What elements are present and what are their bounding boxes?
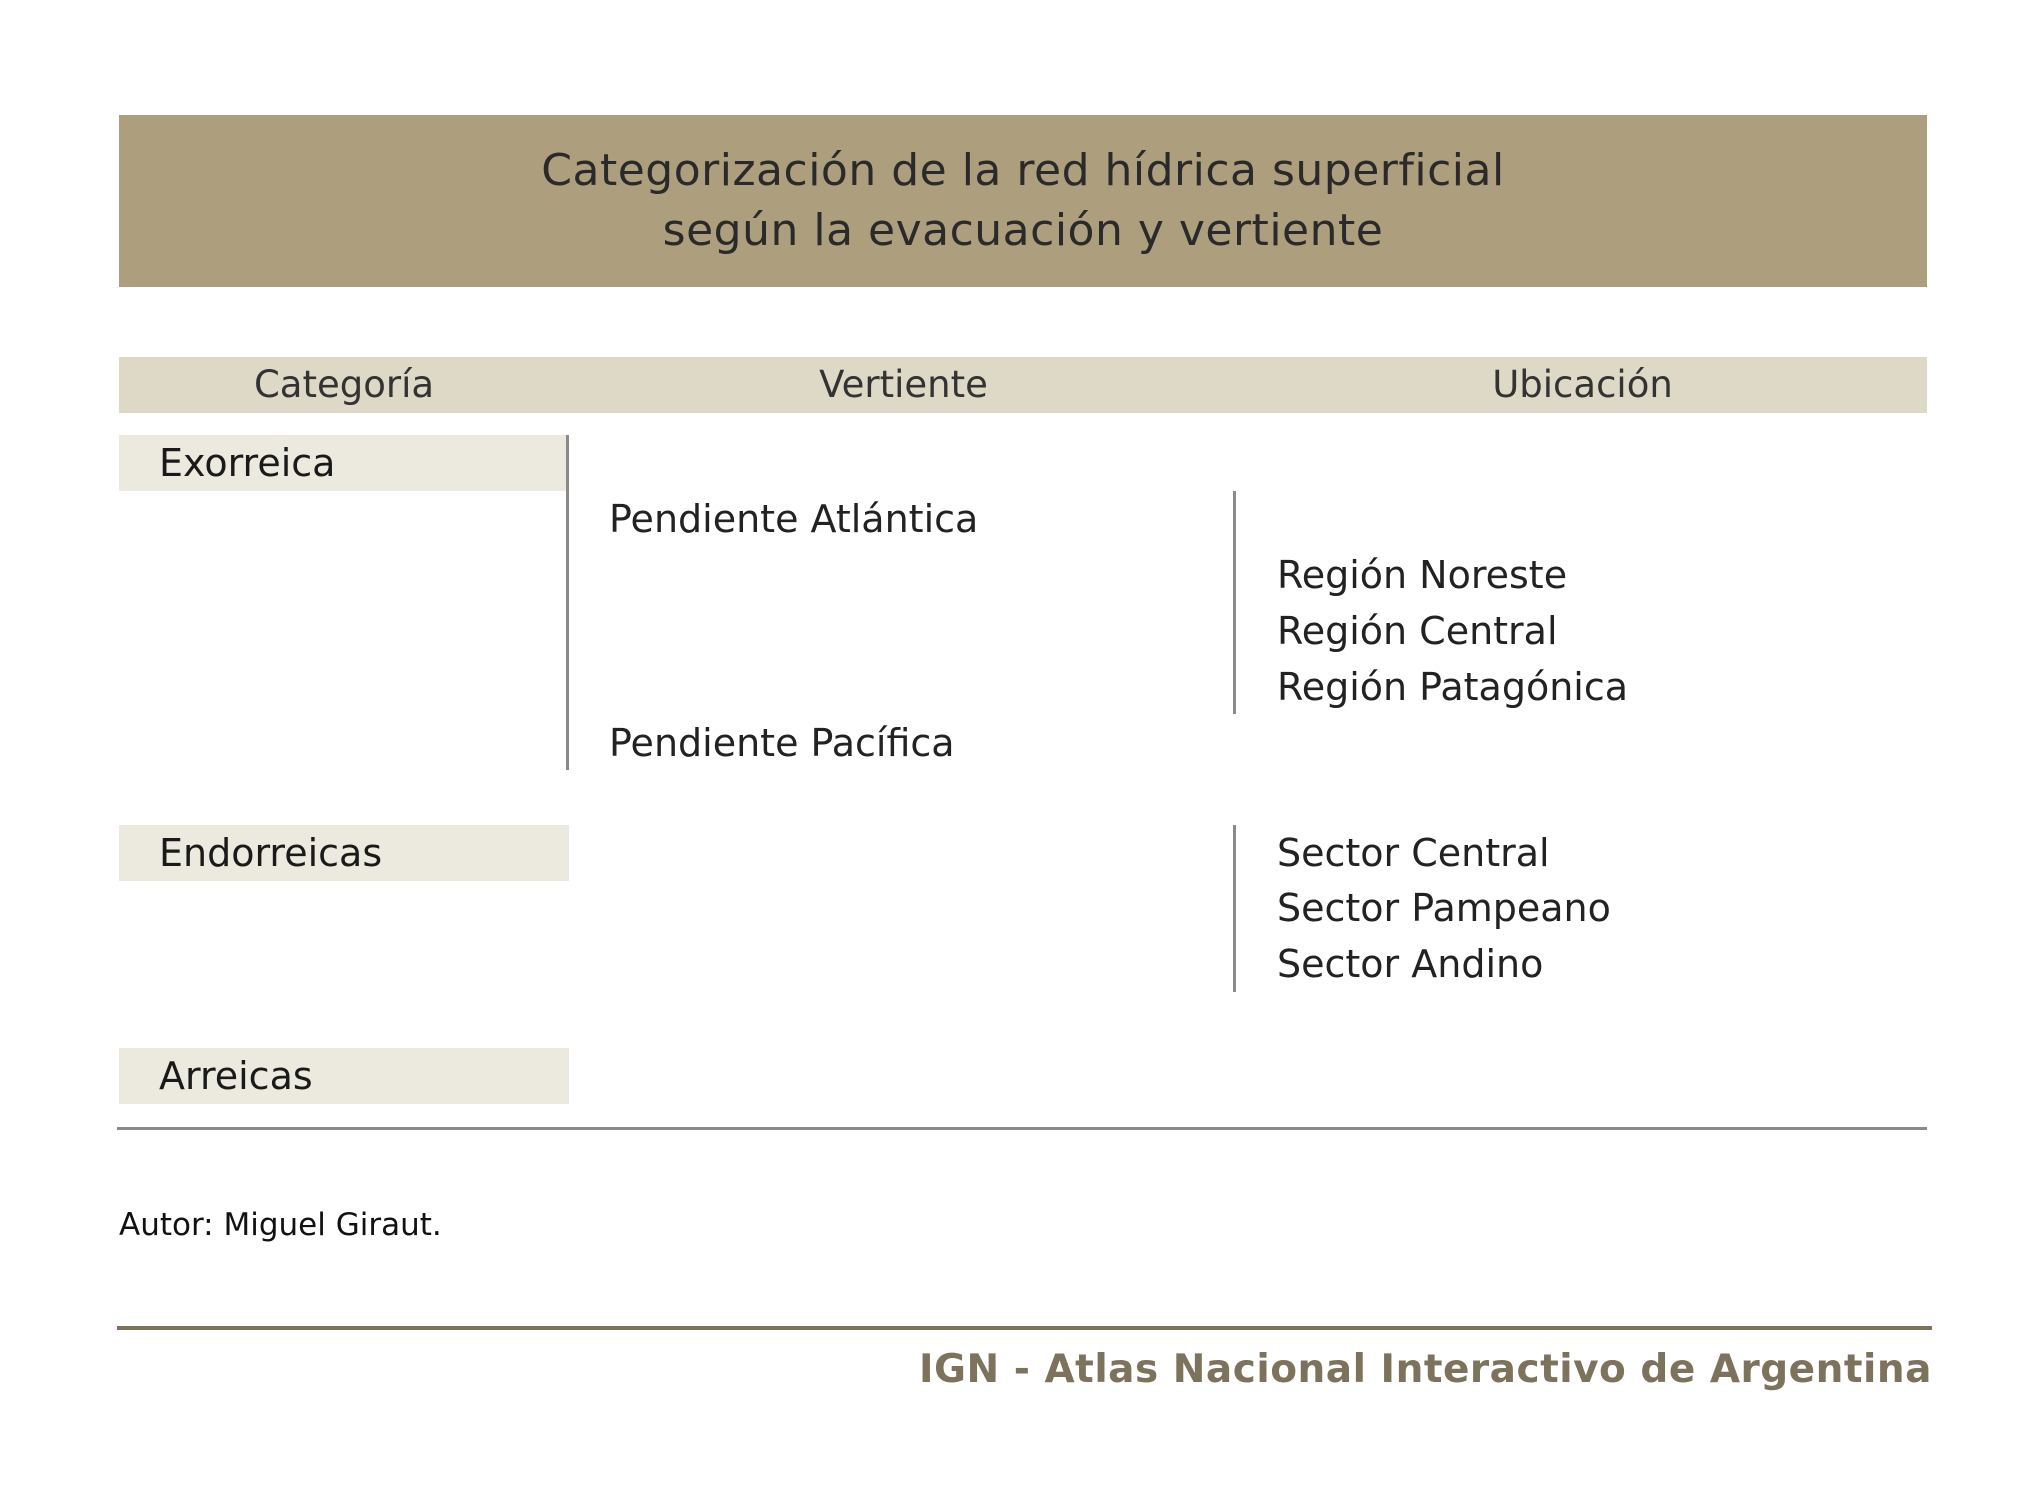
vertiente-atlantica: Pendiente Atlántica <box>609 497 979 541</box>
exorreica-bracket-line <box>566 435 569 770</box>
category-endorreicas <box>119 825 569 881</box>
category-label: Endorreicas <box>159 831 383 875</box>
footer-rule <box>117 1326 1932 1330</box>
table-bottom-rule <box>117 1127 1927 1130</box>
header-ubicacion: Ubicación <box>1492 363 1673 406</box>
region-item: Región Patagónica <box>1277 665 1629 709</box>
header-categoria: Categoría <box>253 363 435 406</box>
category-arreicas <box>119 1048 569 1104</box>
category-label: Exorreica <box>159 441 336 485</box>
footer-source: IGN - Atlas Nacional Interactivo de Argentina <box>918 1347 1932 1392</box>
sector-item: Sector Pampeano <box>1277 886 1611 930</box>
sector-item: Sector Central <box>1277 831 1550 875</box>
category-exorreica <box>119 435 569 491</box>
sectores-bracket-line <box>1233 825 1236 992</box>
region-item: Región Noreste <box>1277 553 1568 597</box>
sector-item: Sector Andino <box>1277 942 1544 986</box>
header-vertiente: Vertiente <box>819 363 988 406</box>
category-label: Arreicas <box>159 1054 313 1098</box>
title-banner <box>119 115 1927 287</box>
title-line-2: según la evacuación y vertiente <box>662 205 1384 256</box>
table-header-row <box>119 357 1927 413</box>
regiones-bracket-line <box>1233 491 1236 714</box>
title-line-1: Categorización de la red hídrica superficial <box>541 145 1505 196</box>
region-item: Región Central <box>1277 609 1558 653</box>
vertiente-pacifica: Pendiente Pacífica <box>609 721 955 765</box>
author-credit: Autor: Miguel Giraut. <box>119 1207 442 1243</box>
